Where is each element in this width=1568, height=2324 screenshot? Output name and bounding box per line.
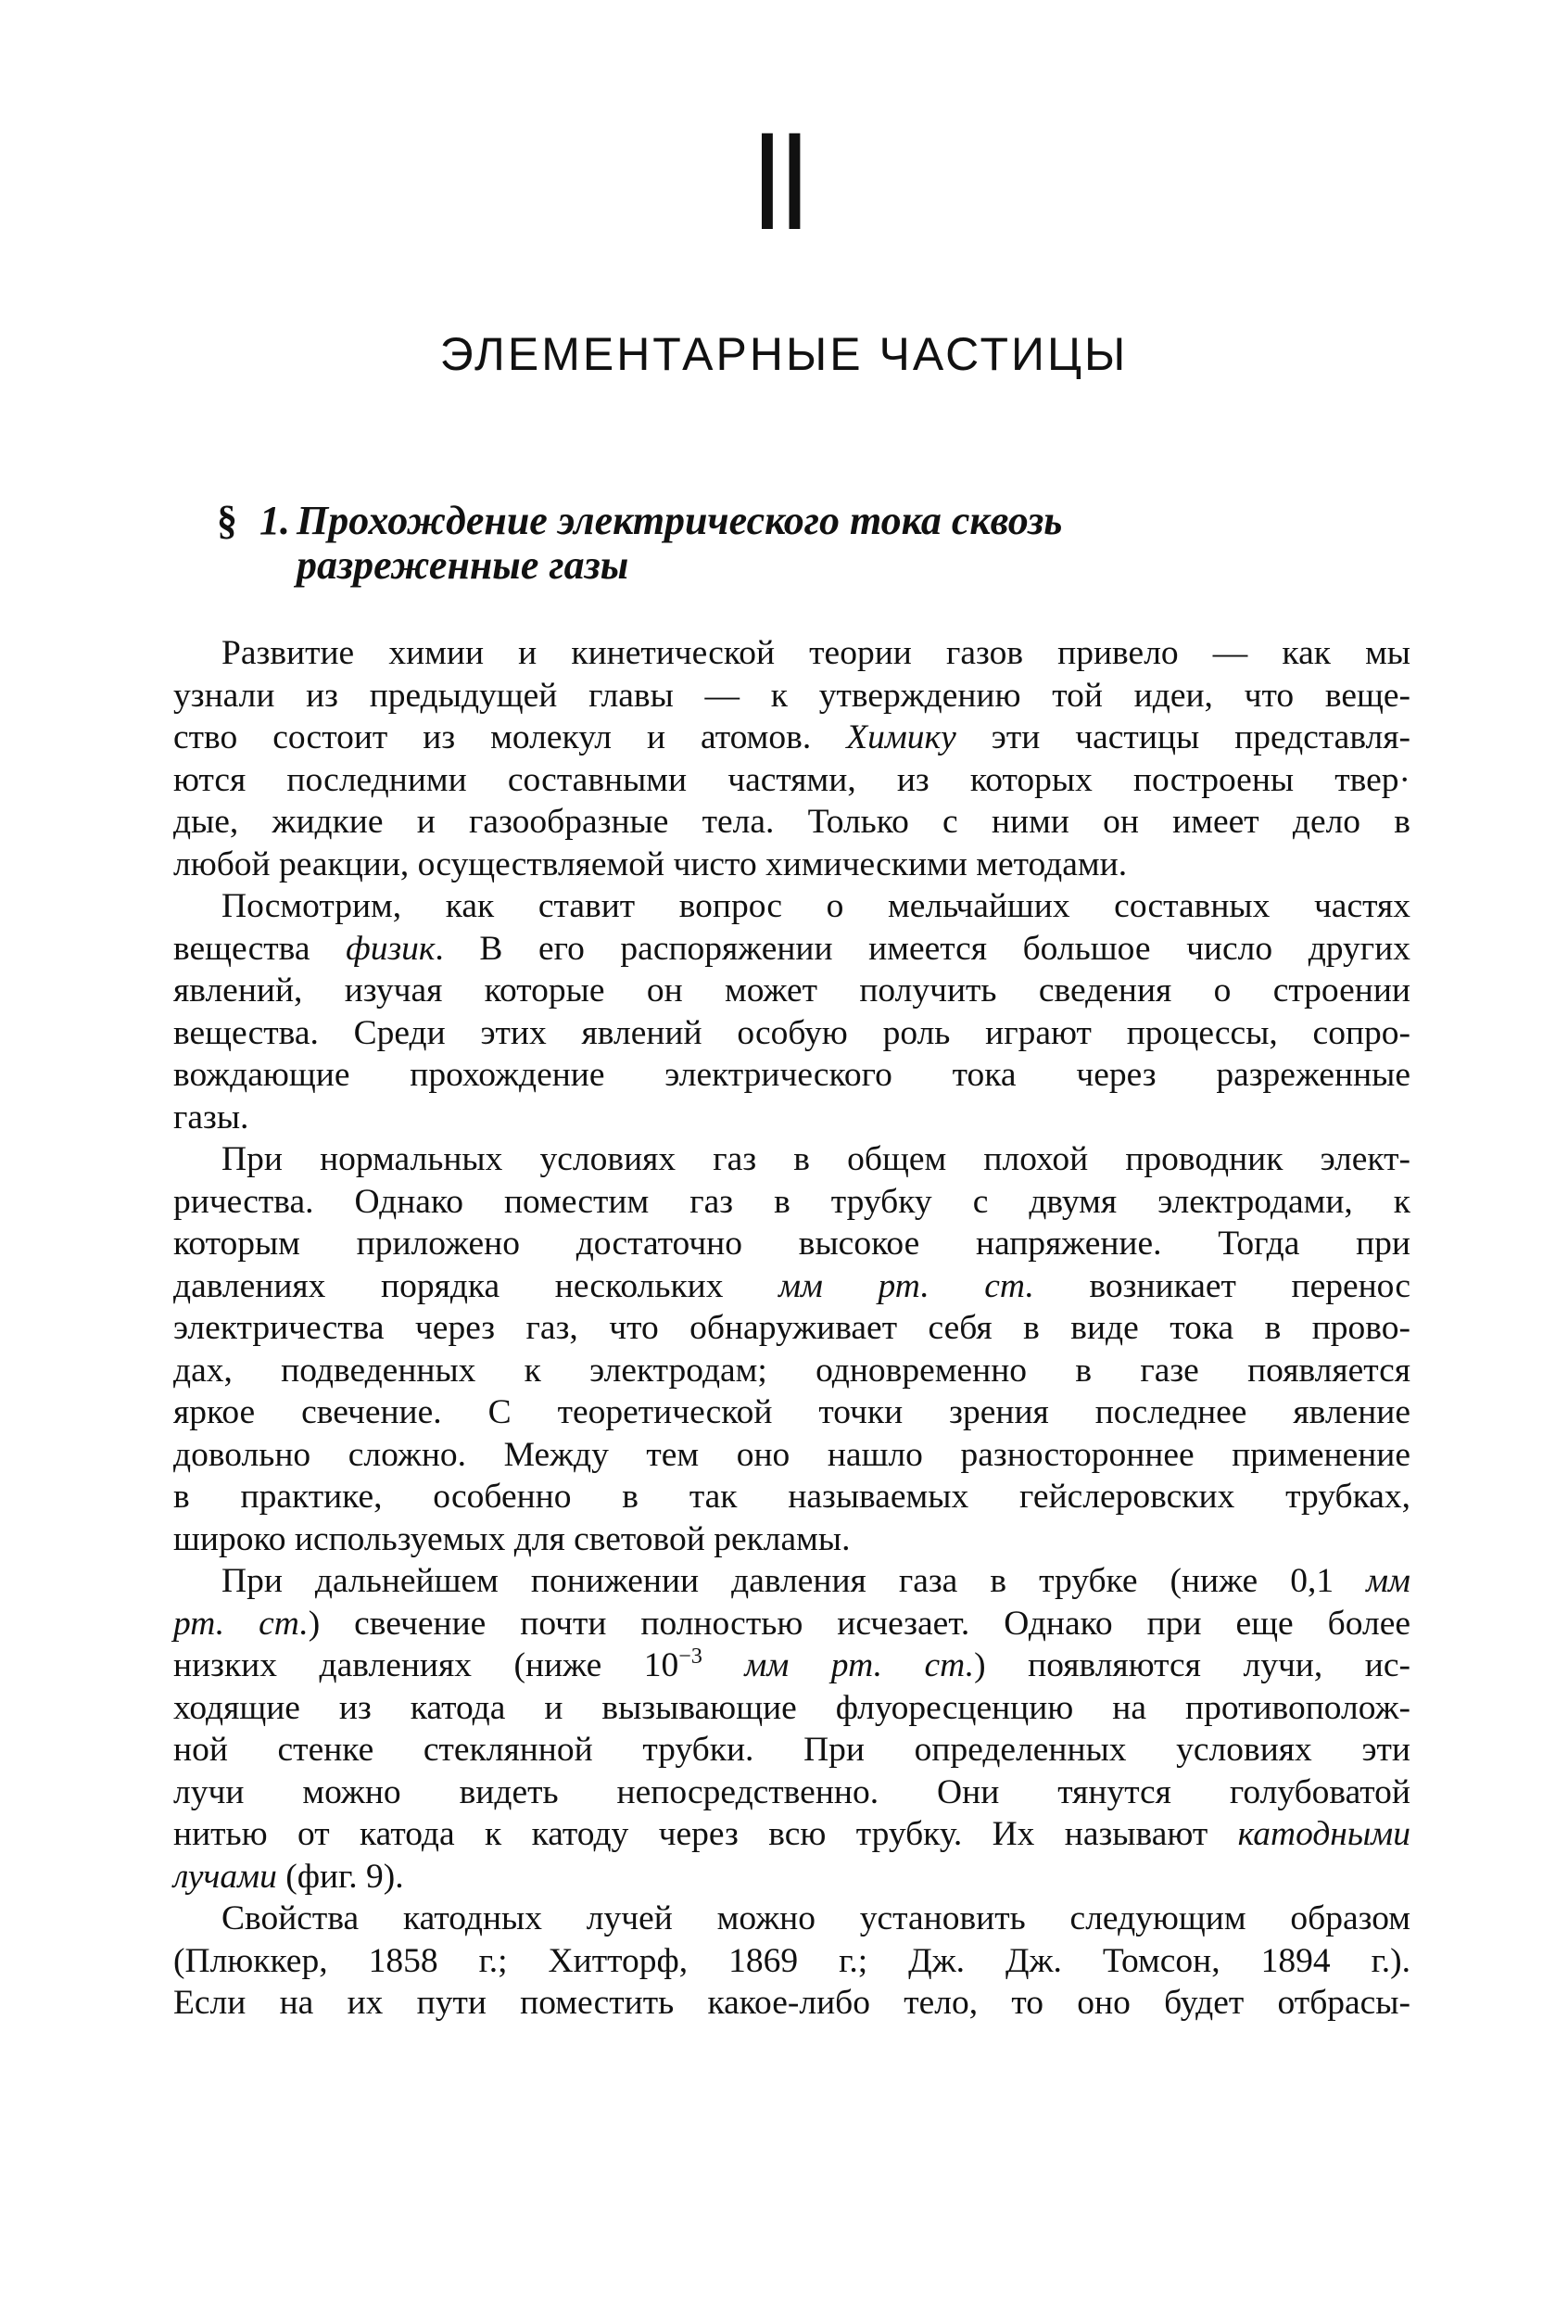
italic-term: лучами <box>173 1857 277 1896</box>
text-line: узнали из предыдущей главы — к утверждению той идеи, что веще- <box>173 676 1410 715</box>
text-line: (Плюккер, 1858 г.; Хитторф, 1869 г.; Дж. Дж. Томсон, 1894 г.). <box>173 1941 1410 1980</box>
section-mark: § <box>217 498 237 543</box>
text-line: довольно сложно. Между тем оно нашло разностороннее применение <box>173 1435 1410 1474</box>
text-line: в практике, особенно в так называемых гейслеровских трубках, <box>173 1478 1410 1516</box>
text-line: вещества. Среди этих явлений особую роль играют процессы, сопро- <box>173 1013 1410 1052</box>
paragraph <box>173 1898 1410 2025</box>
text-line: нитью от катода к катоду через всю трубку. Их называют катодными <box>173 1815 1410 1853</box>
text-line: ной стенке стеклянной трубки. При определенных условиях эти <box>173 1731 1410 1769</box>
paragraph <box>173 1138 1410 1560</box>
italic-term: Химику <box>846 718 956 756</box>
italic-term: мм <box>1366 1562 1410 1600</box>
text-line: явлений, изучая которые он может получить сведения о строении <box>173 972 1410 1010</box>
italic-term: мм рт. ст. <box>778 1266 1034 1305</box>
text-line: дые, жидкие и газообразные тела. Только с ними он имеет дело в <box>173 803 1410 841</box>
section-title-line1: Прохождение электрического тока сквозь <box>297 498 1063 543</box>
text-line: лучи можно видеть непосредственно. Они тянутся голубоватой <box>173 1772 1410 1811</box>
italic-term: катодными <box>1237 1815 1410 1853</box>
text-line: яркое свечение. С теоретической точки зрения последнее явление <box>173 1393 1410 1431</box>
section-title-line2: разреженные газы <box>297 542 629 588</box>
text-line: рт. ст.) свечение почти полностью исчезает. Однако при еще более <box>173 1604 1410 1643</box>
text-line: ются последними составными частями, из которых построены твер· <box>173 760 1410 799</box>
text-line: ричества. Однако поместим газ в трубку с двумя электродами, к <box>173 1182 1410 1221</box>
text-line: давлениях порядка нескольких мм рт. ст. возникает перенос <box>173 1266 1411 1305</box>
italic-term: физик <box>346 929 436 968</box>
text-line: вождающие прохождение электрического тока через разреженные <box>173 1056 1410 1094</box>
text-line: При нормальных условиях газ в общем плохой проводник элект- <box>221 1140 1410 1178</box>
section-heading <box>217 499 1422 588</box>
text-line: вещества физик. В его распоряжении имеется большое число других <box>173 929 1411 968</box>
chapter-number: II <box>756 103 812 259</box>
paragraph <box>173 885 1410 1138</box>
text-line: ходящие из катода и вызывающие флуоресценцию на противополож- <box>173 1688 1410 1727</box>
text-line: Посмотрим, как ставит вопрос о мельчайших составных частях <box>221 887 1410 925</box>
superscript: −3 <box>678 1645 702 1669</box>
paragraph <box>173 1560 1410 1898</box>
text-line: электричества через газ, что обнаруживает себя в виде тока в прово- <box>173 1309 1410 1347</box>
text-line: Развитие химии и кинетической теории газов привело — как мы <box>221 634 1410 672</box>
text-line: лучами (фиг. 9). <box>173 1857 404 1896</box>
italic-term: мм рт. ст. <box>744 1646 975 1684</box>
text-line: любой реакции, осуществляемой чисто химическими методами. <box>173 845 1128 883</box>
text-line: Если на их пути поместить какое-либо тело, то оно будет отбрасы- <box>173 1984 1410 2022</box>
chapter-title: ЭЛЕМЕНТАРНЫЕ ЧАСТИЦЫ <box>439 328 1129 380</box>
text-line: дах, подведенных к электродам; одновременно в газе появляется <box>173 1351 1410 1390</box>
text-line: которым приложено достаточно высокое напряжение. Тогда при <box>173 1225 1410 1263</box>
text-line: ство состоит из молекул и атомов. Химику эти частицы представля- <box>173 718 1410 756</box>
section-number: 1. <box>259 498 290 543</box>
paragraph <box>173 632 1410 885</box>
body-text <box>173 632 1410 2025</box>
text-line: широко используемых для световой рекламы. <box>173 1519 851 1558</box>
text-line: Свойства катодных лучей можно установить следующим образом <box>221 1899 1410 1937</box>
text-line: низких давлениях (ниже $10^{-3}$ мм рт. ст.) появляются лучи, ис- <box>173 1645 1411 1684</box>
italic-term: рт. ст. <box>173 1604 309 1643</box>
text-line: газы. <box>173 1098 249 1137</box>
text-line: При дальнейшем понижении давления газа в трубке (ниже 0,1 мм <box>221 1562 1410 1600</box>
